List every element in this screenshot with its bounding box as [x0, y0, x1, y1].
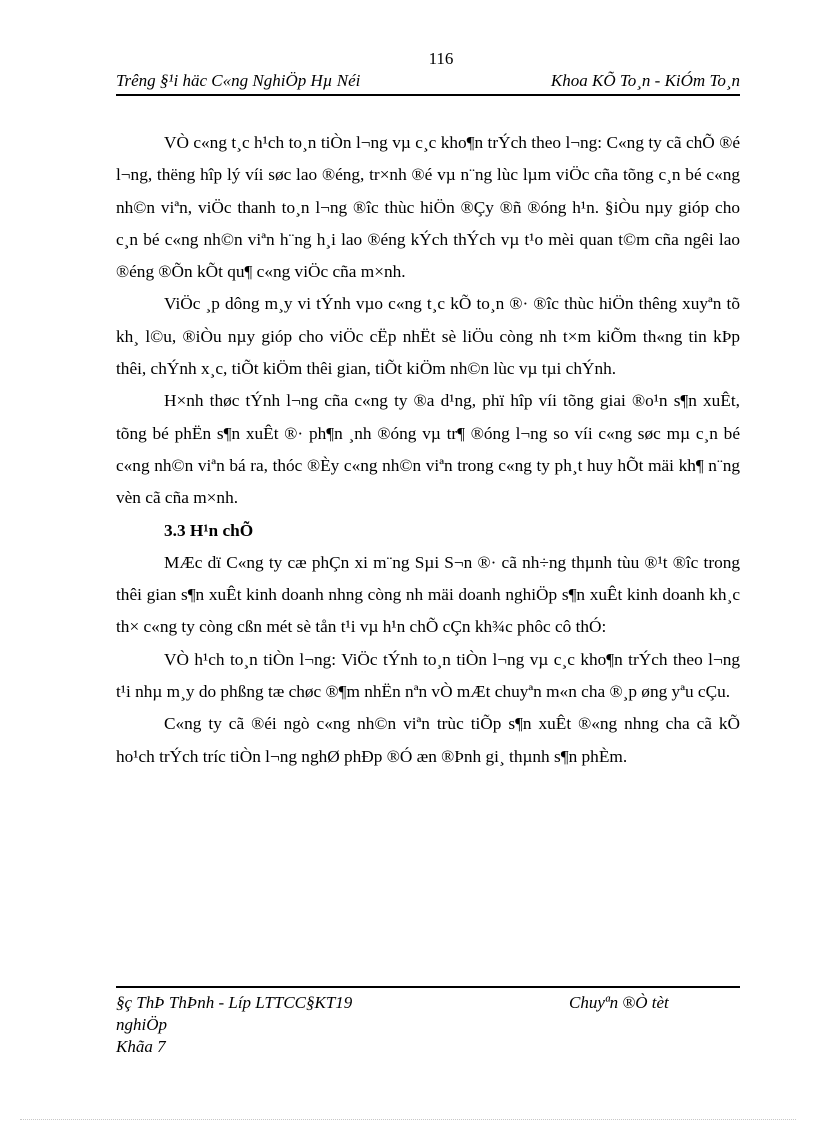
- footer-author-line: nghiÖp: [116, 1015, 167, 1034]
- body-paragraph: VÒ h¹ch to¸n tiÒn l¬ng: ViÖc tÝnh to¸n tiÒn l¬ng vµ c¸c kho¶n trÝch theo l¬ng t¹i nhµ m¸y do phßng tæ chøc ®¶m nhËn nªn vÒ mÆt chuyªn m«n cha ®¸p øng yªu cÇu.: [116, 649, 740, 702]
- body-paragraph: ViÖc ¸p dông m¸y vi tÝnh vµo c«ng t¸c kÕ to¸n ®· ®îc thùc hiÖn thêng xuyªn tõ kh¸ l©u, ®iÒu nµy gióp cho viÖc cËp nhËt sè liÖu còng nh t×m kiÕm th«ng tin kÞp thêi, chÝnh x¸c, tiÕt kiÖm thêi gian, tiÕt kiÖm nh©n lùc vµ tµi chÝnh.: [116, 294, 740, 379]
- body-paragraph: H×nh thøc tÝnh l¬ng cña c«ng ty ®a d¹ng, phï hîp víi tõng giai ®o¹n s¶n xuÊt, tõng bé phËn s¶n xuÊt ®· ph¶n ¸nh ®óng vµ tr¶ ®óng l¬ng so víi c«ng søc mµ c¸n bé c«ng nh©n viªn bá ra, thóc ®Èy c«ng nh©n viªn trong c«ng ty ph¸t huy hÕt mäi kh¶ n¨ng vèn cã cña m×nh.: [116, 391, 740, 508]
- footer-author-line: Khãa 7: [116, 1037, 166, 1056]
- page-number: 116: [428, 49, 454, 68]
- body-paragraph: VÒ c«ng t¸c h¹ch to¸n tiÒn l¬ng vµ c¸c kho¶n trÝch theo l¬ng: C«ng ty cã chÕ ®é l¬ng, thëng hîp lý víi søc lao ®éng, tr×nh ®é vµ n¨ng lùc lµm viÖc cña tõng c¸n bé c«ng nh©n viªn, viÖc thanh to¸n l¬ng ®îc thùc hiÖn ®Çy ®ñ ®óng h¹n. §iÒu nµy gióp cho c¸n bé c«ng nh©n viªn h¨ng h¸i lao ®éng kÝch thÝch vµ t¹o mèi quan t©m cña ngêi lao ®éng ®Õn kÕt qu¶ c«ng viÖc cña m×nh.: [116, 133, 740, 282]
- section-heading: 3.3 H¹n chÕ: [164, 520, 254, 540]
- body-paragraph: MÆc dï C«ng ty cæ phÇn xi m¨ng Sµi S¬n ®· cã nh÷ng thµnh tùu ®¹t ®îc trong thêi gian s¶n xuÊt kinh doanh nhng còng nh mäi doanh nghiÖp s¶n xuÊt kinh doanh kh¸c th× c«ng ty còng cßn mét sè tån t¹i vµ h¹n chÕ cÇn kh¾c phôc cô thÓ:: [116, 552, 740, 637]
- page-header: [116, 70, 740, 96]
- header-faculty-name: Khoa KÕ To¸n - KiÓm To¸n: [550, 71, 740, 90]
- page-footer: [116, 986, 740, 1056]
- page-bottom-divider: [20, 1119, 796, 1120]
- body-paragraph: C«ng ty cã ®éi ngò c«ng nh©n viªn trùc tiÕp s¶n xuÊt ®«ng nhng cha cã kÕ ho¹ch trÝch tríc tiÒn l¬ng nghØ phÐp ®Ó æn ®Þnh gi¸ thµnh s¶n phÈm.: [116, 714, 740, 766]
- footer-author-line: §ç ThÞ ThÞnh - Líp LTTCC§KT19: [116, 993, 353, 1012]
- footer-report-type: Chuyªn ®Ò tèt: [569, 993, 669, 1012]
- document-body: [116, 127, 740, 773]
- header-school-name: Trêng §¹i häc C«ng NghiÖp Hµ Néi: [116, 71, 361, 90]
- footer-author-block: [116, 992, 416, 1058]
